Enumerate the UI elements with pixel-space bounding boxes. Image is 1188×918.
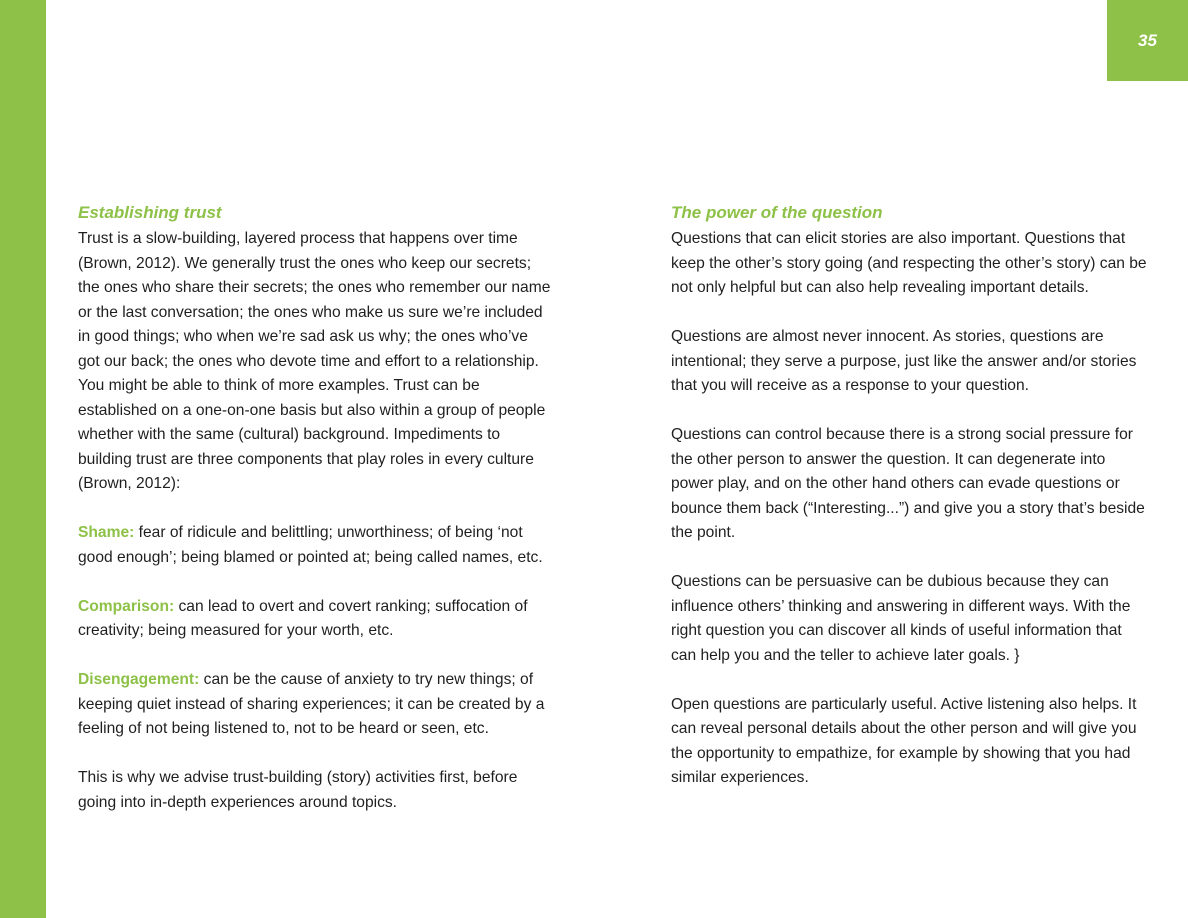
text-line: the opportunity to empathize, for example by showing that you had [671, 744, 1131, 762]
text-line [78, 595, 568, 620]
page-number-box [1107, 0, 1188, 81]
paragraph-gap [78, 644, 568, 669]
text-line: that you will receive as a response to your question. [671, 377, 1029, 394]
term-label: Shame: [78, 524, 135, 541]
intro-paragraph [78, 227, 568, 497]
closing-paragraph [78, 766, 568, 815]
paragraph-gap [78, 570, 568, 595]
text-line: in good things; who when we’re sad ask us why; the ones who’ve [78, 328, 528, 345]
component-shame [78, 521, 568, 570]
paragraph [671, 227, 1161, 301]
term-label: Disengagement: [78, 671, 200, 688]
text-line: bounce them back (“Interesting...”) and give you a story that’s beside [671, 499, 1145, 517]
text-line: Open questions are particularly useful. Active listening also helps. It [671, 695, 1137, 713]
text-line: You might be able to think of more examples. Trust can be [78, 377, 480, 394]
text-line: creativity; being measured for your worth, etc. [78, 622, 394, 639]
paragraph [671, 325, 1161, 399]
text-line: can help you and the teller to achieve later goals. } [671, 646, 1020, 664]
text-line: feeling of not being listened to, not to be heard or seen, etc. [78, 720, 489, 737]
paragraph [671, 693, 1161, 791]
component-disengagement [78, 668, 568, 742]
text-line: intentional; they serve a purpose, just like the answer and/or stories [671, 352, 1137, 370]
text-line: similar experiences. [671, 769, 809, 786]
text-line: or the last conversation; the ones who make us sure we’re included [78, 303, 543, 321]
term-description: can lead to overt and covert ranking; suffocation of [174, 597, 528, 615]
text-line: Questions can be persuasive can be dubious because they can [671, 573, 1109, 590]
text-line: Questions are almost never innocent. As stories, questions are [671, 328, 1104, 345]
text-line: influence others’ thinking and answering in different ways. With the [671, 597, 1131, 615]
section-heading-power-of-question: The power of the question [671, 203, 883, 222]
paragraph-gap [671, 399, 1161, 424]
text-line: building trust are three components that play roles in every culture [78, 450, 534, 468]
text-line: established on a one-on-one basis but also within a group of people [78, 401, 546, 419]
paragraph-gap [671, 668, 1161, 693]
text-line: Trust is a slow-building, layered process that happens over time [78, 230, 518, 247]
term-description: fear of ridicule and belittling; unworthiness; of being ‘not [134, 524, 523, 541]
text-line: (Brown, 2012). We generally trust the ones who keep our secrets; [78, 254, 532, 272]
text-line: good enough’; being blamed or pointed at; being called names, etc. [78, 548, 543, 566]
text-line: got our back; the ones who devote time and effort to a relationship. [78, 352, 539, 370]
component-comparison [78, 595, 568, 644]
text-line: going into in-depth experiences around topics. [78, 793, 398, 811]
page-number: 35 [1138, 31, 1157, 50]
green-sidebar-bar [0, 0, 46, 918]
right-column [671, 202, 1161, 791]
text-line: (Brown, 2012): [78, 475, 181, 492]
text-line: the ones who share their secrets; the ones who remember our name [78, 279, 551, 296]
section-heading-establishing-trust: Establishing trust [78, 203, 222, 222]
text-line: keeping quiet instead of sharing experiences; it can be created by a [78, 695, 545, 713]
paragraph-gap [671, 546, 1161, 571]
paragraph-gap [78, 497, 568, 522]
paragraph-gap [671, 301, 1161, 326]
text-line: keep the other’s story going (and respecting the other’s story) can be [671, 254, 1147, 272]
text-line: whether with the same (cultural) background. Impediments to [78, 426, 501, 443]
paragraph [671, 570, 1161, 668]
paragraph-gap [78, 742, 568, 767]
text-line: power play, and on the other hand others can evade questions or [671, 475, 1120, 492]
text-line: This is why we advise trust-building (story) activities first, before [78, 769, 518, 786]
text-line [78, 668, 568, 693]
term-description: can be the cause of anxiety to try new things; of [199, 671, 534, 688]
paragraph [671, 423, 1161, 546]
text-line: not only helpful but can also help revealing important details. [671, 279, 1089, 296]
text-line [78, 521, 568, 546]
text-line: Questions can control because there is a strong social pressure for [671, 426, 1133, 443]
left-column [78, 202, 568, 815]
text-line: the point. [671, 524, 736, 541]
text-line: can reveal personal details about the other person and will give you [671, 720, 1137, 737]
term-label: Comparison: [78, 597, 175, 615]
text-line: right question you can discover all kinds of useful information that [671, 622, 1122, 639]
text-line: Questions that can elicit stories are also important. Questions that [671, 230, 1126, 247]
text-line: the other person to answer the question. It can degenerate into [671, 450, 1106, 468]
